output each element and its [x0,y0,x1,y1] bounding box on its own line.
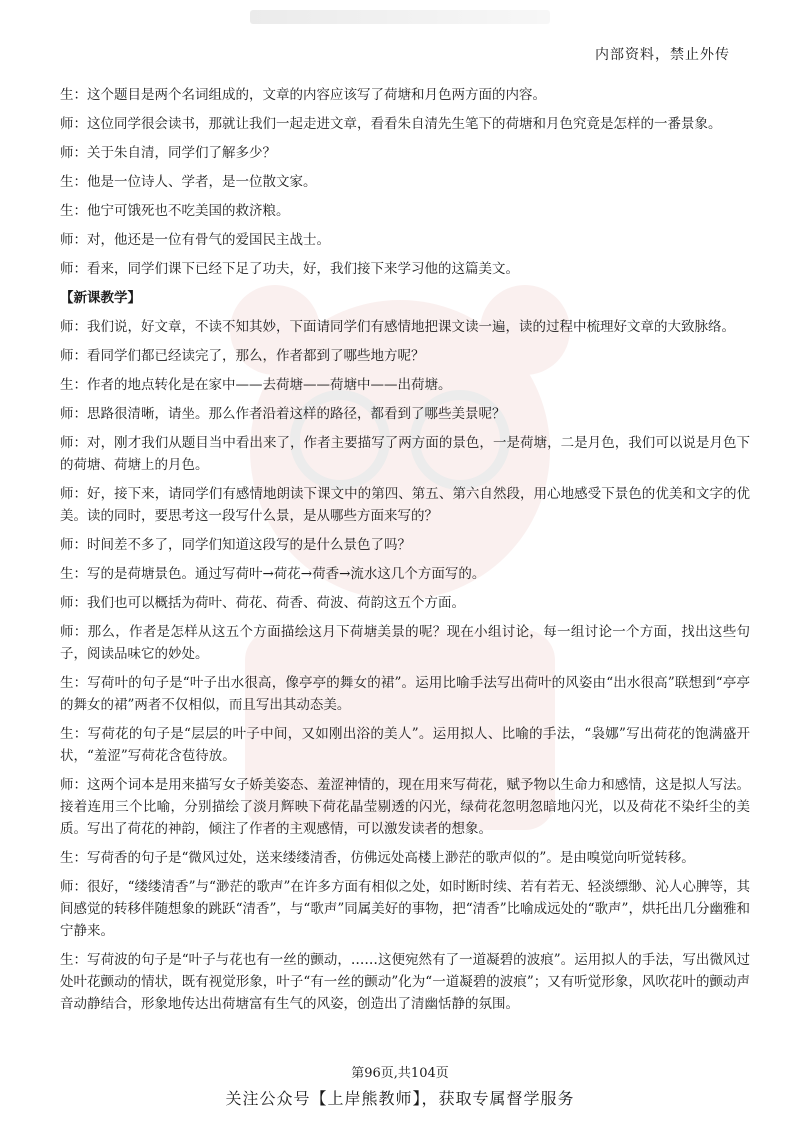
transcript-line: 师：好，接下来，请同学们有感情地朗读下课文中的第四、第五、第六自然段，用心地感受下景色的优美和文字的优美。读的同时，要思考这一段写什么景，是从哪些方面来写的？ [60,486,750,524]
transcript-line: 生：作者的地点转化是在家中——去荷塘——荷塘中——出荷塘。 [60,377,452,393]
confidential-note: 内部资料，禁止外传 [595,47,730,63]
transcript-line: 师：看同学们都已经读完了，那么，作者都到了哪些地方呢？ [60,348,425,364]
transcript-line: 师：对，他还是一位有骨气的爱国民主战士。 [60,232,330,248]
transcript-line: 生：写荷波的句子是“叶子与花也有一丝的颤动，……这便宛然有了一道凝碧的波痕”。运用拟人的手法，写出微风过处叶花颤动的情状，既有视觉形象，叶子“有一丝的颤动”化为“一道凝碧的波痕”；又有听觉形象，风吹花叶的颤动声音动静结合，形象地传达出荷塘富有生气的风姿，创造出了清幽恬静的氛围。 [60,952,750,1012]
transcript-line: 生：这个题目是两个名词组成的，文章的内容应该写了荷塘和月色两方面的内容。 [60,87,546,103]
transcript-line: 师：思路很清晰，请坐。那么作者沿着这样的路径，都看到了哪些美景呢？ [60,406,506,422]
faded-header-text [250,10,550,24]
transcript-line: 师：看来，同学们课下已经下足了功夫，好，我们接下来学习他的这篇美文。 [60,261,519,277]
transcript-line: 师：那么，作者是怎样从这五个方面描绘这月下荷塘美景的呢？现在小组讨论，每一组讨论一个方面，找出这些句子，阅读品味它的妙处。 [60,624,750,662]
transcript-line: 师：我们也可以概括为荷叶、荷花、荷香、荷波、荷韵这五个方面。 [60,595,465,611]
lesson-transcript [60,84,750,1022]
footer-promo: 关注公众号【上岸熊教师】，获取专属督学服务 [225,1089,575,1108]
transcript-line: 师：对，刚才我们从题目当中看出来了，作者主要描写了两方面的景色，一是荷塘，二是月色，我们可以说是月色下的荷塘、荷塘上的月色。 [60,435,750,473]
page-number: 第96页,共104页 [351,1066,449,1081]
transcript-line: 师：我们说，好文章，不读不知其妙，下面请同学们有感情地把课文读一遍，读的过程中梳理好文章的大致脉络。 [60,319,735,335]
transcript-line: 师：关于朱自清，同学们了解多少？ [60,145,276,161]
section-heading: 【新课教学】 [60,290,141,306]
transcript-line: 师：这两个词本是用来描写女子娇美姿态、羞涩神情的，现在用来写荷花，赋予物以生命力和感情，这是拟人写法。接着连用三个比喻，分别描绘了淡月辉映下荷花晶莹剔透的闪光，绿荷花忽明忽暗地闪光，以及荷花不染纤尘的美质。写出了荷花的神韵，倾注了作者的主观感情，可以激发读者的想象。 [60,777,750,837]
transcript-line: 生：写荷叶的句子是“叶子出水很高，像亭亭的舞女的裙”。运用比喻手法写出荷叶的风姿由“出水很高”联想到“亭亭的舞女的裙”两者不仅相似，而且写出其动态美。 [60,675,750,713]
transcript-line: 师：时间差不多了，同学们知道这段写的是什么景色了吗？ [60,537,411,553]
transcript-line: 师：很好，“缕缕清香”与“渺茫的歌声”在许多方面有相似之处，如时断时续、若有若无、轻淡缥缈、沁人心脾等，其间感觉的转移伴随想象的跳跃“清香”，与“歌声”同属美好的事物，把“清香”比喻成远处的“歌声”，烘托出几分幽雅和宁静来。 [60,879,750,939]
transcript-line: 生：他宁可饿死也不吃美国的救济粮。 [60,203,290,219]
transcript-line: 生：写荷花的句子是“层层的叶子中间，又如刚出浴的美人”。运用拟人、比喻的手法，“袅娜”写出荷花的饱满盛开状，“羞涩”写荷花含苞待放。 [60,726,750,764]
transcript-line: 生：写的是荷塘景色。通过写荷叶→荷花→荷香→流水这几个方面写的。 [60,566,486,582]
transcript-line: 生：写荷香的句子是“微风过处，送来缕缕清香，仿佛远处高楼上渺茫的歌声似的”。是由嗅觉向听觉转移。 [60,850,695,866]
transcript-line: 生：他是一位诗人、学者，是一位散文家。 [60,174,317,190]
transcript-line: 师：这位同学很会读书，那就让我们一起走进文章，看看朱自清先生笔下的荷塘和月色究竟是怎样的一番景象。 [60,116,722,132]
